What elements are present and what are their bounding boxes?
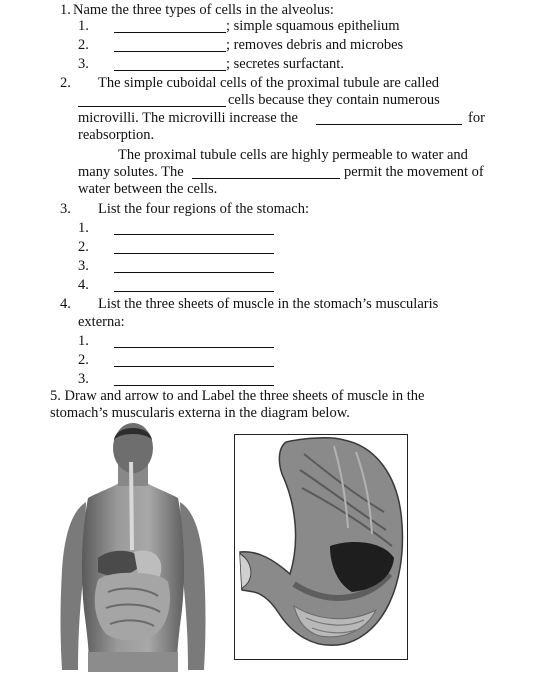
q2-number: 2.	[60, 75, 71, 91]
answer-blank[interactable]	[192, 164, 340, 179]
answer-blank[interactable]	[78, 92, 226, 107]
q2-line-2: cells because they contain numerous	[228, 92, 440, 108]
q1-item-3-text: ; secretes surfactant.	[226, 56, 344, 72]
q1-item-1-number: 1.	[78, 18, 89, 34]
q2-line-1: The simple cuboidal cells of the proximal tubule are called	[98, 75, 440, 91]
answer-blank[interactable]	[114, 352, 274, 367]
q2-para2-line-2-start: many solutes. The	[78, 164, 184, 180]
q4-item-1-number: 1.	[78, 333, 89, 349]
q1-number: 1.	[60, 2, 71, 18]
answer-blank[interactable]	[114, 18, 226, 33]
q1-item-2-text: ; removes debris and microbes	[226, 37, 404, 53]
answer-blank[interactable]	[114, 371, 274, 386]
q2-para2-line-3: water between the cells.	[78, 181, 218, 197]
q3-item-1-number: 1.	[78, 220, 89, 236]
q2-line-3-end: for	[468, 110, 485, 126]
q3-item-3-number: 3.	[78, 258, 89, 274]
q1-item-3-number: 3.	[78, 56, 89, 72]
q4-item-2-number: 2.	[78, 352, 89, 368]
answer-blank[interactable]	[114, 37, 226, 52]
answer-blank[interactable]	[316, 110, 462, 125]
q3-number: 3.	[60, 201, 71, 217]
answer-blank[interactable]	[114, 56, 226, 71]
q4-prompt-line-2: externa:	[78, 314, 125, 330]
answer-blank[interactable]	[114, 220, 274, 235]
q2-line-4: reabsorption.	[78, 127, 155, 143]
q3-item-4-number: 4.	[78, 277, 89, 293]
q2-para2-line-1: The proximal tubule cells are highly permeable to water and	[118, 147, 468, 163]
human-digestive-system-figure	[48, 420, 218, 672]
q4-prompt-line-1: List the three sheets of muscle in the stomach’s muscularis	[98, 296, 439, 312]
answer-blank[interactable]	[114, 333, 274, 348]
q3-prompt: List the four regions of the stomach:	[98, 201, 310, 217]
q4-number: 4.	[60, 296, 71, 312]
q1-item-1-text: ; simple squamous epithelium	[226, 18, 400, 34]
q3-item-2-number: 2.	[78, 239, 89, 255]
answer-blank[interactable]	[114, 239, 274, 254]
q4-item-3-number: 3.	[78, 371, 89, 387]
q2-line-3: microvilli. The microvilli increase the	[78, 110, 298, 126]
q5-line-2: stomach’s muscularis externa in the diagram below.	[50, 405, 350, 421]
q1-item-2-number: 2.	[78, 37, 89, 53]
q2-para2-line-2-end: permit the movement of	[344, 164, 484, 180]
q5-line-1: 5. Draw and arrow to and Label the three sheets of muscle in the	[50, 388, 425, 404]
answer-blank[interactable]	[114, 277, 274, 292]
q1-prompt: Name the three types of cells in the alveolus:	[73, 2, 334, 18]
answer-blank[interactable]	[114, 258, 274, 273]
stomach-muscularis-diagram	[234, 434, 408, 660]
